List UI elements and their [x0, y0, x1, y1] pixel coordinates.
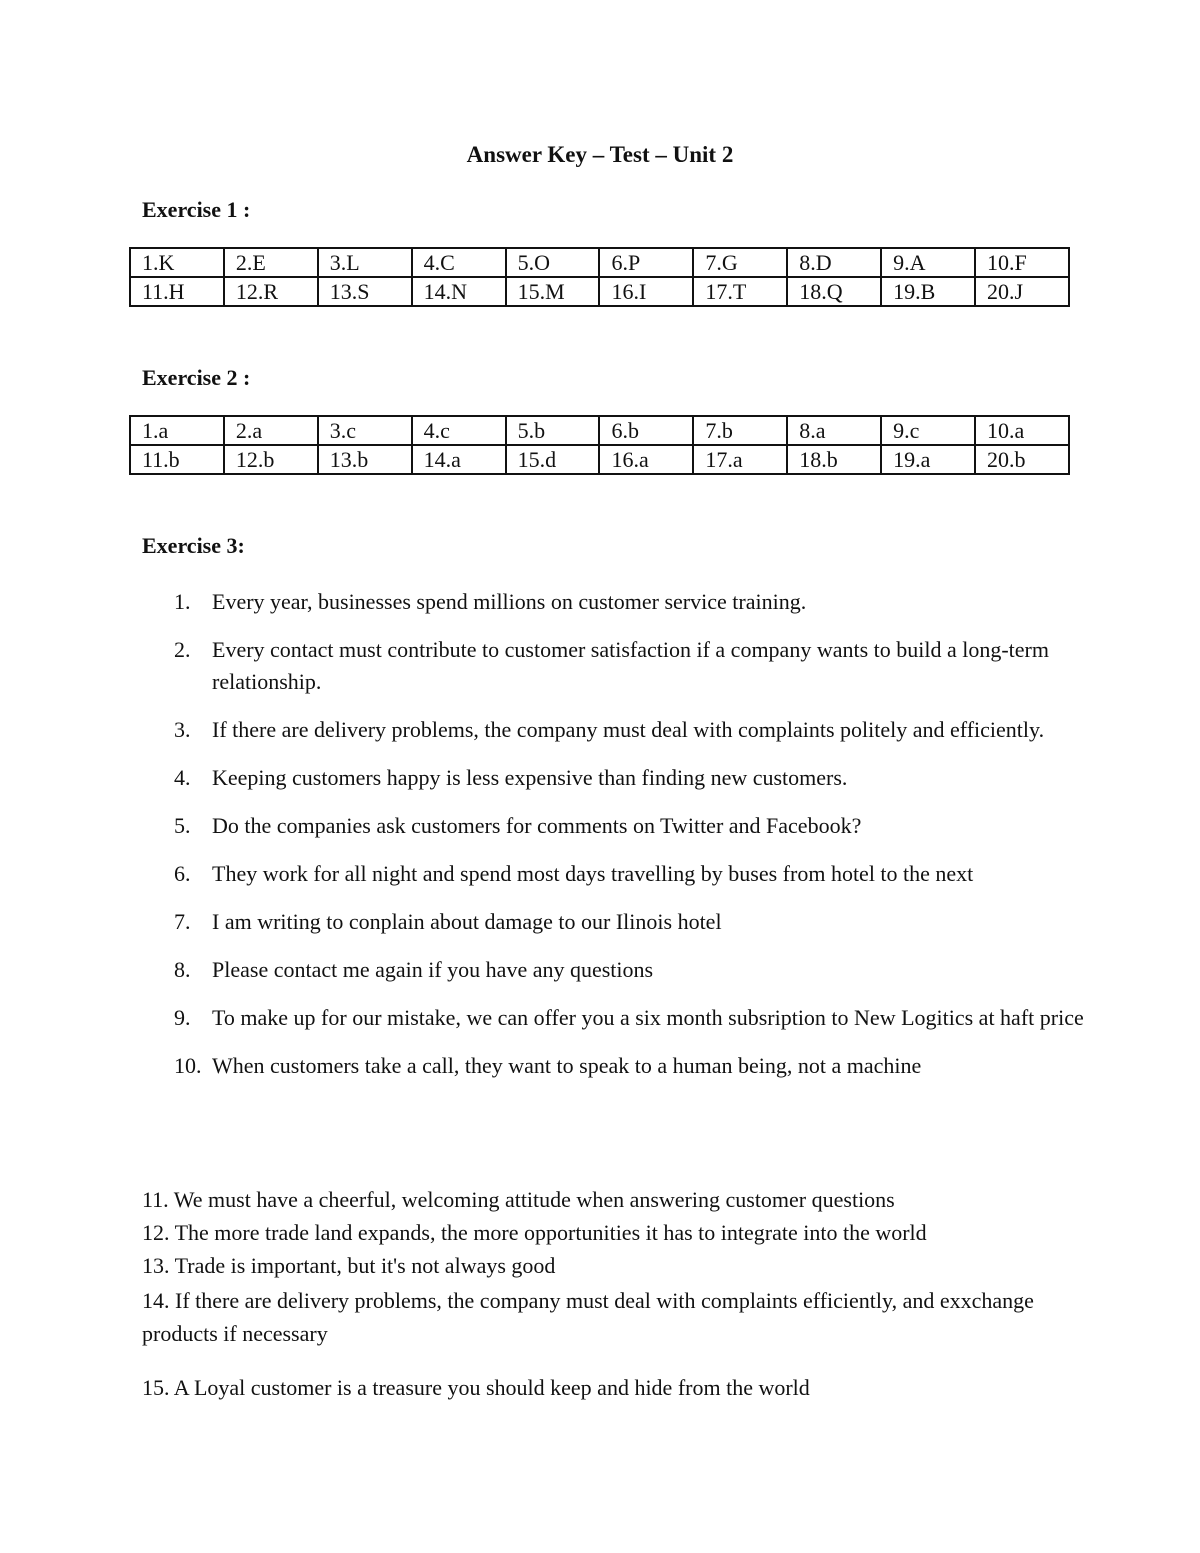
item-text: Do the companies ask customers for comments on Twitter and Facebook? — [212, 813, 862, 838]
answer-cell: 3.L — [318, 248, 412, 277]
answer-cell: 14.N — [412, 277, 506, 306]
item-number: 2. — [174, 637, 191, 662]
item-number: 1. — [174, 589, 191, 614]
table-row — [130, 445, 1069, 474]
table-row — [130, 277, 1069, 306]
answer-cell: 1.K — [130, 248, 224, 277]
list-item — [0, 906, 1092, 938]
answer-cell: 4.C — [412, 248, 506, 277]
exercise-2-heading: Exercise 2 : — [142, 365, 251, 390]
answer-cell: 20.b — [975, 445, 1069, 474]
list-item — [0, 810, 1092, 842]
item-number: 3. — [174, 717, 191, 742]
exercise-1-table-body — [130, 248, 1069, 306]
page-title: Answer Key – Test – Unit 2 — [466, 142, 734, 167]
item-text: I am writing to conplain about damage to our Ilinois hotel — [212, 909, 722, 934]
item-text: They work for all night and spend most days travelling by buses from hotel to the next — [212, 861, 974, 886]
item-number: 5. — [174, 813, 191, 838]
item-number: 7. — [174, 909, 191, 934]
item-number: 8. — [174, 957, 191, 982]
list-item — [0, 1050, 1092, 1082]
answer-cell: 12.R — [224, 277, 318, 306]
answer-cell: 9.c — [881, 416, 975, 445]
item-text: Keeping customers happy is less expensive than finding new customers. — [212, 765, 848, 790]
answer-cell: 15.M — [506, 277, 600, 306]
item-text: If there are delivery problems, the company must deal with complaints politely and efficiently. — [212, 717, 1045, 742]
answer-cell: 5.b — [506, 416, 600, 445]
answer-cell: 7.G — [693, 248, 787, 277]
answer-cell: 13.S — [318, 277, 412, 306]
answer-cell: 2.a — [224, 416, 318, 445]
exercise-3-line-13: 13. Trade is important, but it's not always good — [142, 1253, 556, 1278]
exercise-3-line-14: 14. If there are delivery problems, the company must deal with complaints efficiently, and exxchange products if necessary — [142, 1288, 1034, 1346]
answer-cell: 16.I — [599, 277, 693, 306]
item-number: 6. — [174, 861, 191, 886]
answer-cell: 6.b — [599, 416, 693, 445]
answer-cell: 14.a — [412, 445, 506, 474]
answer-cell: 18.Q — [787, 277, 881, 306]
item-text: When customers take a call, they want to speak to a human being, not a machine — [212, 1053, 922, 1078]
item-text: Every year, businesses spend millions on customer service training. — [212, 589, 807, 614]
answer-cell: 4.c — [412, 416, 506, 445]
answer-cell: 20.J — [975, 277, 1069, 306]
list-item — [0, 586, 1092, 618]
answer-cell: 13.b — [318, 445, 412, 474]
list-item — [0, 954, 1092, 986]
answer-cell: 8.D — [787, 248, 881, 277]
exercise-1-heading: Exercise 1 : — [142, 197, 251, 222]
item-text: To make up for our mistake, we can offer you a six month subsription to New Logitics at haft price — [212, 1005, 1084, 1030]
exercise-3-line-15: 15. A Loyal customer is a treasure you should keep and hide from the world — [142, 1375, 810, 1400]
answer-cell: 5.O — [506, 248, 600, 277]
exercise-2-answer-table — [129, 415, 1070, 475]
answer-cell: 3.c — [318, 416, 412, 445]
answer-cell: 6.P — [599, 248, 693, 277]
table-row — [130, 248, 1069, 277]
answer-cell: 17.T — [693, 277, 787, 306]
table-row — [130, 416, 1069, 445]
answer-cell: 18.b — [787, 445, 881, 474]
answer-cell: 2.E — [224, 248, 318, 277]
list-item — [0, 714, 1092, 746]
item-number: 4. — [174, 765, 191, 790]
answer-cell: 7.b — [693, 416, 787, 445]
answer-cell: 19.a — [881, 445, 975, 474]
exercise-2-table-body — [130, 416, 1069, 474]
list-item — [0, 858, 1092, 890]
answer-cell: 8.a — [787, 416, 881, 445]
list-item — [0, 1002, 1092, 1034]
exercise-3-list — [0, 586, 1092, 1098]
answer-cell: 10.a — [975, 416, 1069, 445]
answer-cell: 16.a — [599, 445, 693, 474]
answer-cell: 10.F — [975, 248, 1069, 277]
answer-cell: 19.B — [881, 277, 975, 306]
item-text: Please contact me again if you have any questions — [212, 957, 654, 982]
exercise-1-answer-table — [129, 247, 1070, 307]
item-number: 9. — [174, 1005, 191, 1030]
list-item — [0, 634, 1092, 698]
answer-cell: 1.a — [130, 416, 224, 445]
answer-cell: 12.b — [224, 445, 318, 474]
item-text: Every contact must contribute to customer satisfaction if a company wants to build a long-term relationship. — [212, 637, 1049, 694]
answer-cell: 17.a — [693, 445, 787, 474]
answer-cell: 11.H — [130, 277, 224, 306]
answer-cell: 11.b — [130, 445, 224, 474]
exercise-3-line-11: 11. We must have a cheerful, welcoming attitude when answering customer questions — [142, 1187, 895, 1212]
exercise-3-heading: Exercise 3: — [142, 533, 245, 558]
exercise-3-line-12: 12. The more trade land expands, the more opportunities it has to integrate into the world — [142, 1220, 927, 1245]
list-item — [0, 762, 1092, 794]
item-number: 10. — [174, 1053, 202, 1078]
answer-cell: 9.A — [881, 248, 975, 277]
answer-cell: 15.d — [506, 445, 600, 474]
